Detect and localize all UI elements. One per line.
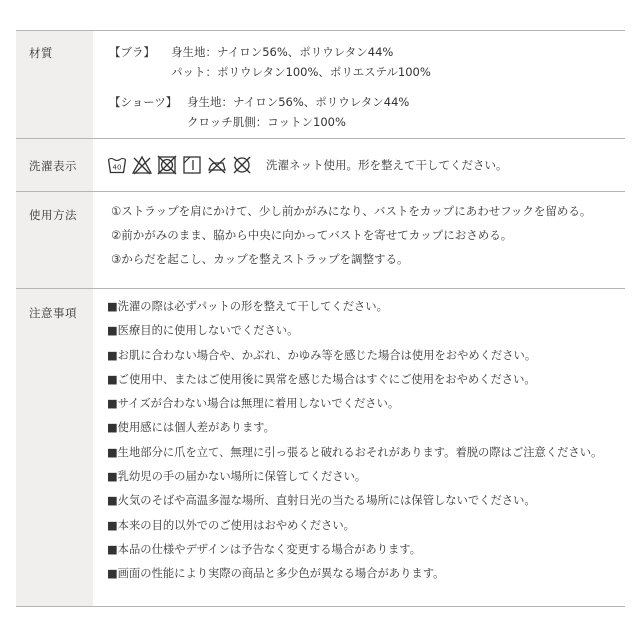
bra-tag: 【ブラ】 bbox=[109, 45, 155, 59]
caution-item: ■洗濯の際は必ずパットの形を整えて干してください。 bbox=[107, 300, 388, 313]
washing-note: 洗濯ネット使用。形を整えて干してください。 bbox=[266, 158, 508, 172]
shorts-crotch-material: クロッチ肌側：コットン100% bbox=[187, 115, 346, 129]
line-dry-shade-icon bbox=[182, 155, 202, 175]
caution-item: ■使用感には個人差があります。 bbox=[107, 421, 275, 435]
product-spec-table bbox=[16, 30, 625, 607]
usage-row bbox=[16, 192, 625, 289]
no-dry-clean-icon bbox=[232, 155, 252, 175]
shorts-body-material: 身生地：ナイロン56%、ポリウレタン44% bbox=[187, 95, 410, 109]
caution-item: ■乳幼児の手の届かない場所に保管してください。 bbox=[107, 470, 367, 484]
care-symbols bbox=[107, 155, 252, 175]
no-bleach-icon bbox=[132, 155, 152, 175]
no-iron-icon bbox=[207, 155, 227, 175]
usage-step: ①ストラップを肩にかけて、少し前かがみになり、バストをカップにあわせフックを留める。 bbox=[111, 204, 592, 218]
bra-body-material: 身生地：ナイロン56%、ポリウレタン44% bbox=[171, 45, 394, 59]
no-tumble-dry-icon bbox=[157, 155, 177, 175]
washing-row bbox=[16, 139, 625, 192]
caution-item: ■火気のそばや高温多湿な場所、直射日光の当たる場所には保管しないでください。 bbox=[107, 494, 536, 508]
caution-item: ■本品の仕様やデザインは予告なく変更する場合があります。 bbox=[107, 542, 421, 556]
usage-step: ③からだを起こし、カップを整えストラップを調整する。 bbox=[111, 252, 409, 266]
cautions-row bbox=[16, 289, 625, 607]
svg-text:40: 40 bbox=[112, 163, 122, 172]
washing-label: 洗濯表示 bbox=[16, 139, 93, 191]
caution-item: ■生地部分に爪を立て、無理に引っ張ると破れるおそれがあります。着脱の際はご注意ください。 bbox=[107, 445, 603, 459]
caution-item: ■ご使用中、またはご使用後に異常を感じた場合はすぐにご使用をおやめください。 bbox=[107, 372, 536, 386]
usage-label: 使用方法 bbox=[16, 192, 93, 288]
caution-item: ■画面の性能により実際の商品と多少色が異なる場合があります。 bbox=[107, 567, 445, 581]
caution-items bbox=[93, 289, 625, 606]
wash-40-icon bbox=[107, 155, 127, 175]
caution-item: ■本来の目的以外でのご使用はおやめください。 bbox=[107, 518, 355, 532]
cautions-label: 注意事項 bbox=[16, 289, 93, 606]
caution-item: ■医療目的に使用しないでください。 bbox=[107, 324, 299, 338]
bra-pad-material: パット：ポリウレタン100%、ポリエステル100% bbox=[171, 65, 431, 79]
usage-step: ②前かがみのまま、脇から中央に向かってバストを寄せてカップにおさめる。 bbox=[111, 228, 513, 242]
material-label: 材質 bbox=[16, 31, 93, 138]
material-row bbox=[16, 31, 625, 139]
usage-steps bbox=[93, 192, 625, 288]
shorts-tag: 【ショーツ】 bbox=[109, 95, 178, 109]
caution-item: ■お肌に合わない場合や、かぶれ、かゆみ等を感じた場合は使用をおやめください。 bbox=[107, 348, 537, 362]
caution-item: ■サイズが合わない場合は無理に着用しないでください。 bbox=[107, 397, 400, 411]
material-content bbox=[93, 31, 625, 138]
washing-content bbox=[93, 139, 625, 191]
